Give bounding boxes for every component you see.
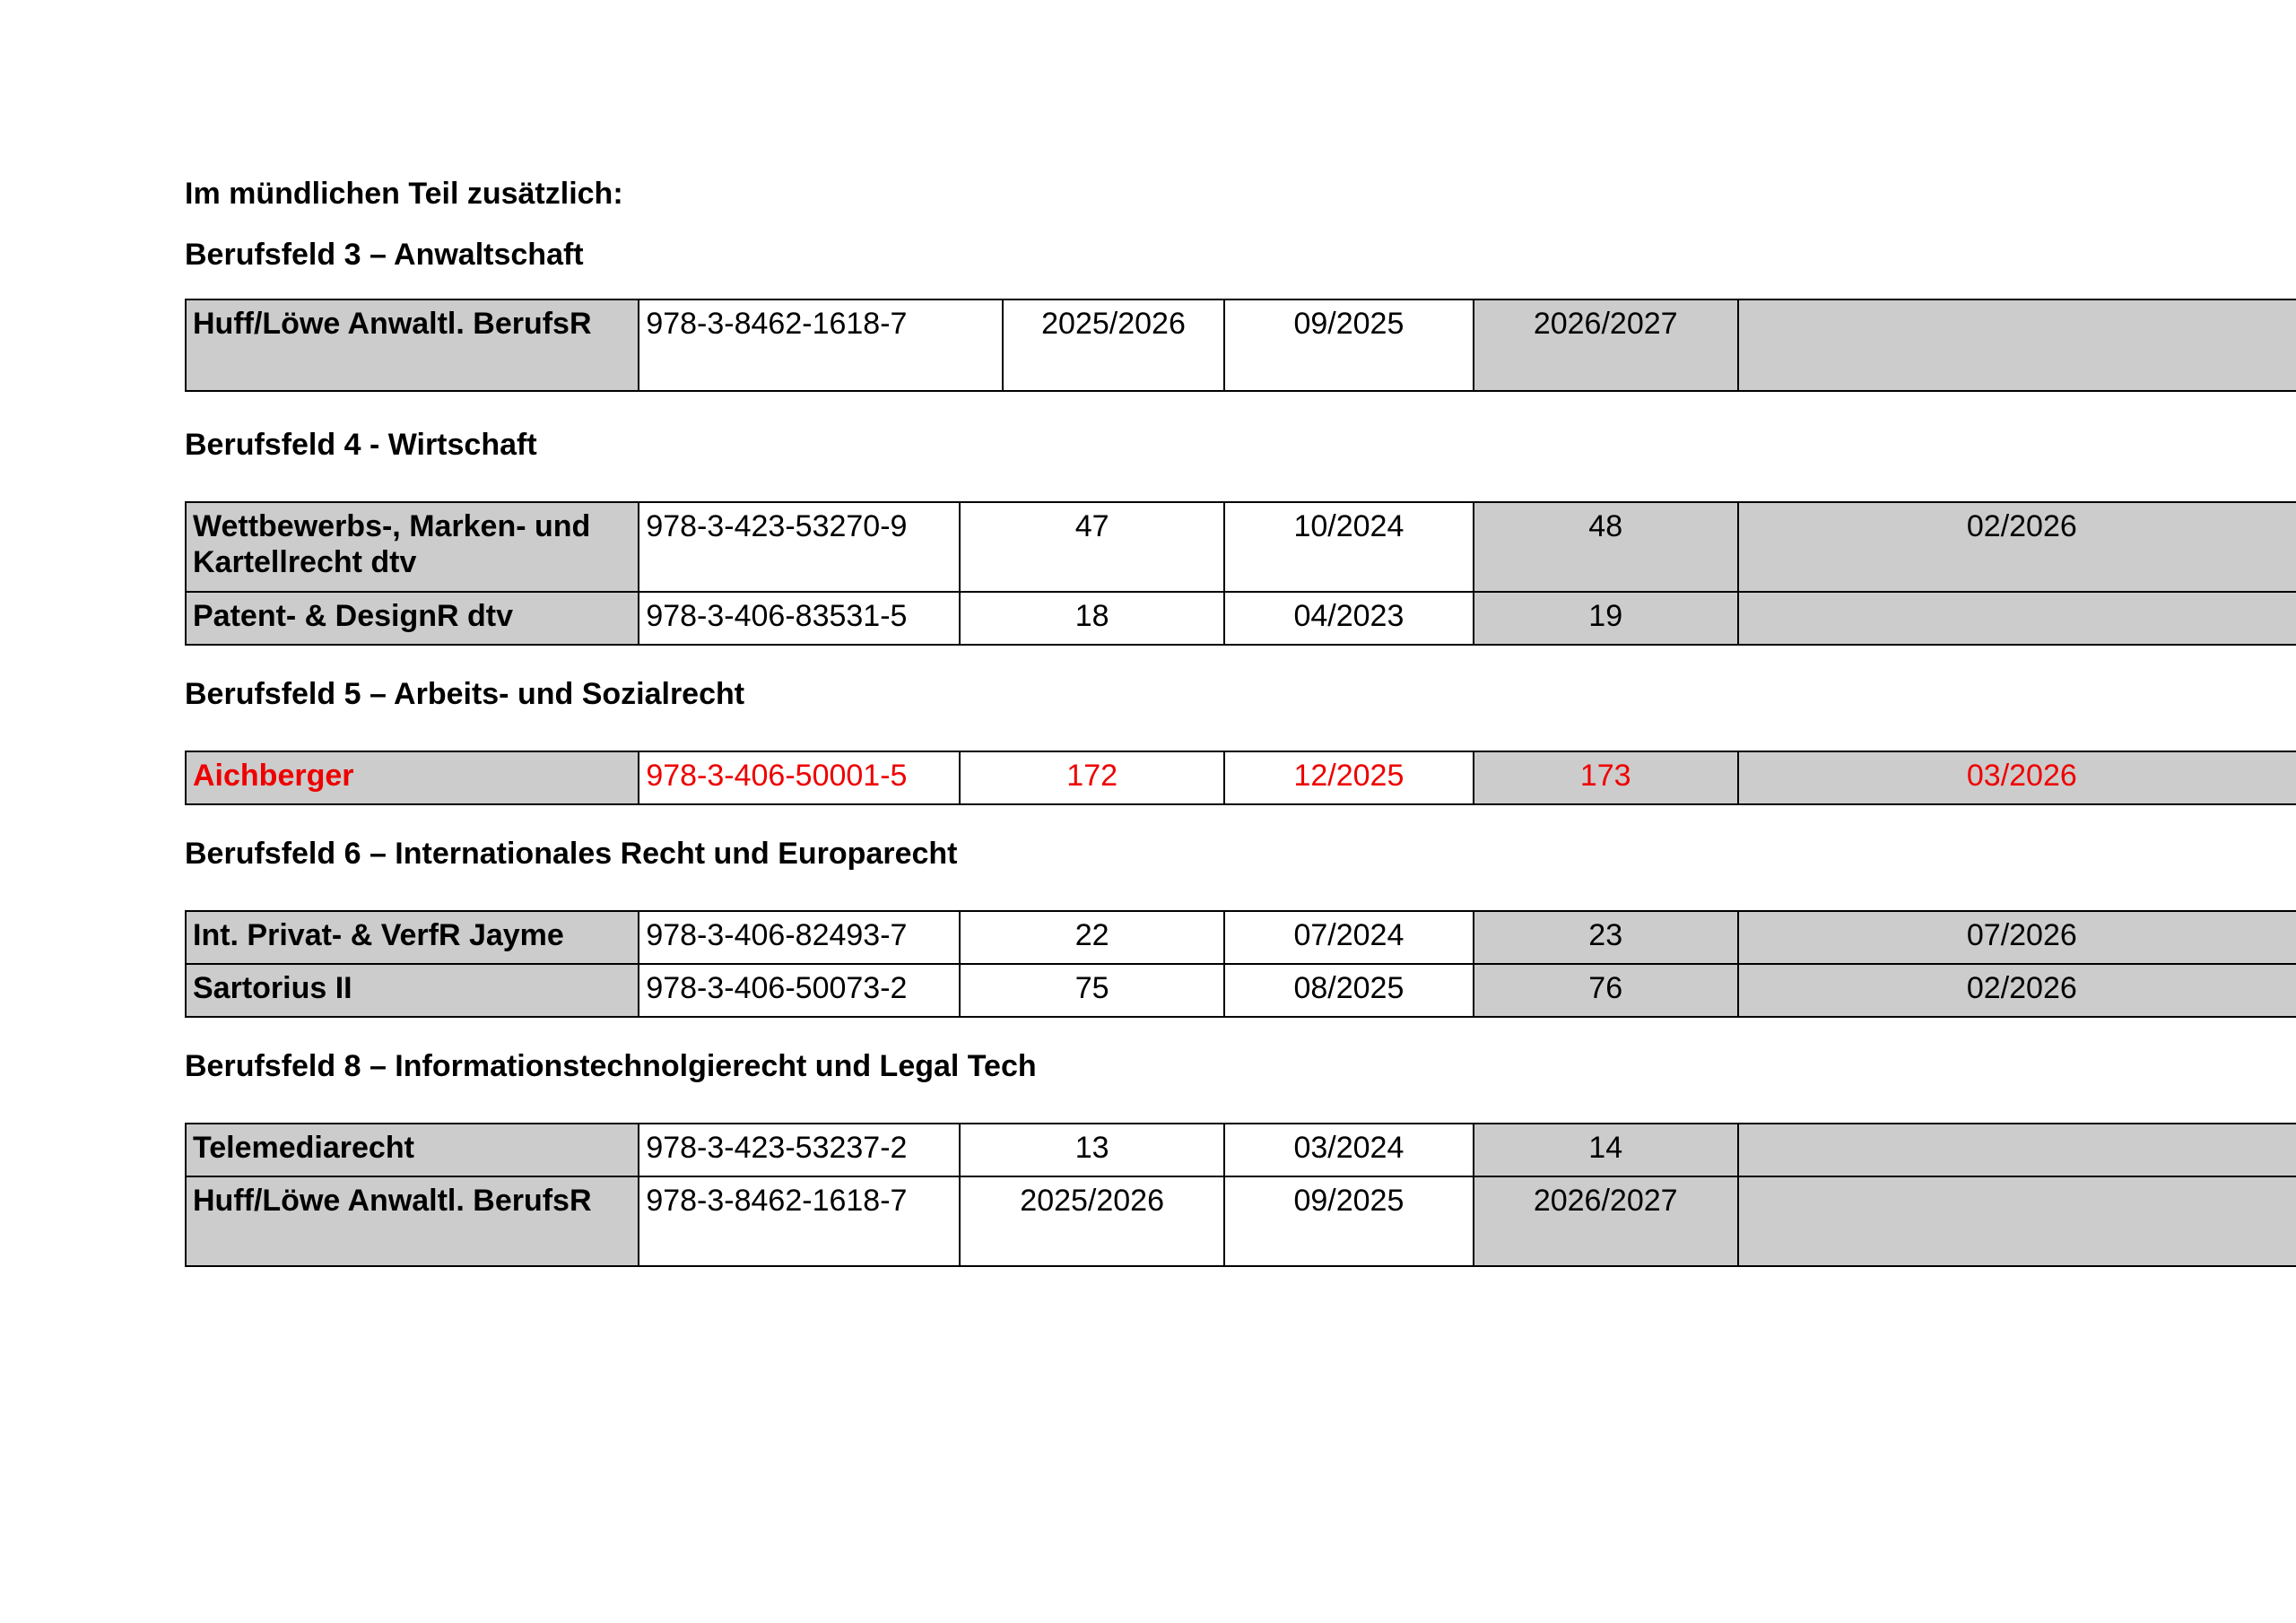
table-row <box>186 592 2296 645</box>
next-edition-cell: 14 <box>1474 1124 1738 1176</box>
table-row <box>186 1176 2296 1266</box>
date-cell: 09/2025 <box>1224 299 1474 391</box>
table-row <box>186 751 2296 804</box>
next-edition-cell: 76 <box>1474 964 1738 1017</box>
book-table-berufsfeld-6 <box>185 910 2296 1018</box>
table-row <box>186 1124 2296 1176</box>
section-heading-berufsfeld-5: Berufsfeld 5 – Arbeits- und Sozialrecht <box>185 677 745 711</box>
edition-cell: 47 <box>960 502 1224 592</box>
next-edition-cell: 23 <box>1474 911 1738 964</box>
edition-cell: 172 <box>960 751 1224 804</box>
book-title-cell: Int. Privat- & VerfR Jayme <box>186 911 639 964</box>
next-date-cell: 02/2026 <box>1738 502 2296 592</box>
edition-cell: 13 <box>960 1124 1224 1176</box>
book-title-cell: Aichberger <box>186 751 639 804</box>
book-title-cell: Huff/Löwe Anwaltl. BerufsR <box>186 1176 639 1266</box>
section-heading-berufsfeld-8: Berufsfeld 8 – Informationstechnolgierecht und Legal Tech <box>185 1049 1037 1083</box>
isbn-cell: 978-3-8462-1618-7 <box>639 299 1003 391</box>
isbn-cell: 978-3-8462-1618-7 <box>639 1176 960 1266</box>
isbn-cell: 978-3-423-53270-9 <box>639 502 960 592</box>
table-row <box>186 299 2296 391</box>
book-table-berufsfeld-3 <box>185 299 2296 392</box>
book-title-cell: Huff/Löwe Anwaltl. BerufsR <box>186 299 639 391</box>
intro-heading: Im mündlichen Teil zusätzlich: <box>185 177 623 211</box>
book-title-cell: Sartorius II <box>186 964 639 1017</box>
edition-cell: 75 <box>960 964 1224 1017</box>
isbn-cell: 978-3-406-50073-2 <box>639 964 960 1017</box>
next-edition-cell: 173 <box>1474 751 1738 804</box>
date-cell: 04/2023 <box>1224 592 1474 645</box>
edition-cell: 2025/2026 <box>960 1176 1224 1266</box>
edition-cell: 22 <box>960 911 1224 964</box>
book-title-cell: Patent- & DesignR dtv <box>186 592 639 645</box>
isbn-cell: 978-3-406-50001-5 <box>639 751 960 804</box>
table-row <box>186 964 2296 1017</box>
section-heading-berufsfeld-6: Berufsfeld 6 – Internationales Recht und Europarecht <box>185 837 958 871</box>
section-heading-berufsfeld-3: Berufsfeld 3 – Anwaltschaft <box>185 238 584 272</box>
section-heading-berufsfeld-4: Berufsfeld 4 - Wirtschaft <box>185 428 537 462</box>
book-table-berufsfeld-8 <box>185 1123 2296 1267</box>
next-date-cell: 02/2026 <box>1738 964 2296 1017</box>
next-edition-cell: 48 <box>1474 502 1738 592</box>
book-table-berufsfeld-4 <box>185 501 2296 646</box>
next-edition-cell: 2026/2027 <box>1474 1176 1738 1266</box>
book-title-cell: Telemediarecht <box>186 1124 639 1176</box>
next-edition-cell: 19 <box>1474 592 1738 645</box>
book-title-cell: Wettbewerbs-, Marken- und Kartellrecht dtv <box>186 502 639 592</box>
date-cell: 07/2024 <box>1224 911 1474 964</box>
edition-cell: 2025/2026 <box>1003 299 1224 391</box>
table-row <box>186 911 2296 964</box>
next-date-cell <box>1738 1124 2296 1176</box>
date-cell: 08/2025 <box>1224 964 1474 1017</box>
date-cell: 12/2025 <box>1224 751 1474 804</box>
next-date-cell: 03/2026 <box>1738 751 2296 804</box>
next-date-cell <box>1738 299 2296 391</box>
next-edition-cell: 2026/2027 <box>1474 299 1738 391</box>
next-date-cell <box>1738 1176 2296 1266</box>
date-cell: 03/2024 <box>1224 1124 1474 1176</box>
isbn-cell: 978-3-423-53237-2 <box>639 1124 960 1176</box>
date-cell: 10/2024 <box>1224 502 1474 592</box>
date-cell: 09/2025 <box>1224 1176 1474 1266</box>
edition-cell: 18 <box>960 592 1224 645</box>
book-table-berufsfeld-5 <box>185 751 2296 805</box>
isbn-cell: 978-3-406-82493-7 <box>639 911 960 964</box>
isbn-cell: 978-3-406-83531-5 <box>639 592 960 645</box>
next-date-cell: 07/2026 <box>1738 911 2296 964</box>
table-row <box>186 502 2296 592</box>
next-date-cell <box>1738 592 2296 645</box>
